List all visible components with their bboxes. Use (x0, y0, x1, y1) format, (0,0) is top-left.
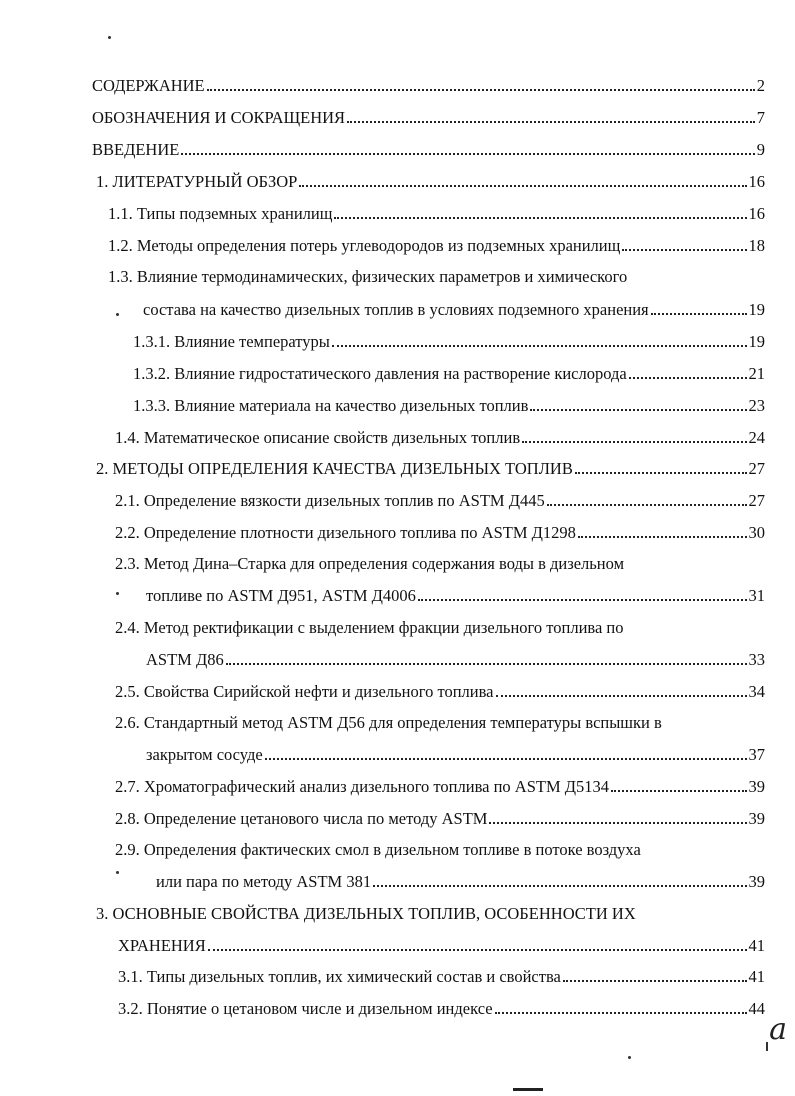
toc-entry[interactable] (92, 72, 765, 96)
toc-entry-page: 21 (748, 364, 765, 383)
toc-entry-title: 1.3.1. Влияние температуры (133, 332, 330, 351)
toc-entry[interactable] (96, 900, 636, 924)
toc-entry-page: 24 (748, 428, 765, 447)
toc-entry-page: 30 (748, 523, 765, 542)
toc-entry[interactable] (118, 963, 765, 987)
toc-entry[interactable] (146, 741, 765, 765)
toc-entry[interactable] (92, 136, 765, 160)
toc-entry-title: 1.3. Влияние термодинамических, физических параметров и химического (108, 267, 628, 286)
toc-entry-page: 39 (748, 809, 765, 828)
toc-entry-title: СОДЕРЖАНИЕ (92, 76, 205, 95)
dot-leader (208, 948, 747, 951)
toc-entry-page: 41 (748, 967, 765, 986)
dot-leader (651, 312, 747, 315)
toc-entry-title: 2.7. Хроматографический анализ дизельного топлива по ASTM Д5134 (115, 777, 610, 796)
toc-entry-page: 16 (748, 172, 765, 191)
toc-entry-title: 2.1. Определение вязкости дизельных топлив по ASTM Д445 (115, 491, 545, 510)
toc-entry-title: 3. ОСНОВНЫЕ СВОЙСТВА ДИЗЕЛЬНЫХ ТОПЛИВ, ОСОБЕННОСТИ ИХ (96, 904, 636, 923)
toc-entry[interactable] (92, 104, 765, 128)
toc-entry[interactable] (156, 868, 765, 892)
dot-leader (489, 821, 746, 824)
toc-entry[interactable] (115, 773, 765, 797)
toc-entry[interactable] (115, 519, 765, 543)
margin-tick (766, 1042, 768, 1051)
toc-entry-title: 2. МЕТОДЫ ОПРЕДЕЛЕНИЯ КАЧЕСТВА ДИЗЕЛЬНЫХ ТОПЛИВ (96, 459, 573, 478)
toc-entry-title: 1. ЛИТЕРАТУРНЫЙ ОБЗОР (96, 172, 298, 191)
toc-entry-page: 33 (748, 650, 765, 669)
toc-entry-page: 7 (756, 108, 765, 127)
toc-entry-title: состава на качество дизельных топлив в условиях подземного хранения (143, 300, 649, 319)
toc-entry-title: 1.1. Типы подземных хранилищ (108, 204, 333, 223)
toc-entry-title: или пара по методу ASTM 381 (156, 872, 372, 891)
scan-speck (108, 36, 111, 39)
toc-entry-title: 2.2. Определение плотности дизельного топлива по ASTM Д1298 (115, 523, 576, 542)
dot-leader (265, 757, 747, 760)
toc-entry-page: 39 (748, 872, 765, 891)
toc-entry[interactable] (115, 805, 765, 829)
toc-entry[interactable] (115, 678, 765, 702)
toc-entry[interactable] (115, 487, 765, 511)
toc-entry[interactable] (118, 995, 765, 1019)
toc-entry[interactable] (96, 455, 765, 479)
toc-entry-title: 3.2. Понятие о цетановом числе и дизельном индексе (118, 999, 493, 1018)
dot-leader (522, 440, 746, 443)
dot-leader (334, 216, 746, 219)
toc-entry-title: 2.9. Определения фактических смол в дизельном топливе в потоке воздуха (115, 840, 641, 859)
dot-leader (563, 979, 747, 982)
toc-entry-title: 2.8. Определение цетанового числа по методу ASTM (115, 809, 488, 828)
toc-entry[interactable] (96, 168, 765, 192)
dot-leader (496, 694, 747, 697)
dot-leader (530, 408, 746, 411)
dot-leader (622, 248, 746, 251)
toc-entry[interactable] (146, 646, 765, 670)
dot-leader (373, 884, 746, 887)
toc-entry-title: 1.3.3. Влияние материала на качество дизельных топлив (133, 396, 529, 415)
toc-entry-page: 2 (756, 76, 765, 95)
toc-entry-title: ХРАНЕНИЯ (118, 936, 206, 955)
toc-entry-page: 41 (748, 936, 765, 955)
toc-entry-page: 16 (748, 204, 765, 223)
toc-entry[interactable] (108, 232, 765, 256)
toc-entry[interactable] (133, 360, 765, 384)
toc-entry[interactable] (108, 263, 627, 287)
dot-leader (347, 120, 755, 123)
toc-entry-page: 23 (748, 396, 765, 415)
toc-entry[interactable] (108, 200, 765, 224)
toc-entry[interactable] (115, 709, 662, 733)
toc-entry-title: 2.6. Стандартный метод ASTM Д56 для определения температуры вспышки в (115, 713, 662, 732)
dot-leader (611, 789, 746, 792)
toc-entry[interactable] (115, 550, 624, 574)
handwritten-margin-mark: a (769, 1012, 787, 1047)
toc-entry[interactable] (115, 614, 624, 638)
toc-entry-page: 18 (748, 236, 765, 255)
toc-entry[interactable] (133, 392, 765, 416)
scan-speck (628, 1056, 631, 1059)
toc-entry-page: 31 (748, 586, 765, 605)
toc-entry-page: 37 (748, 745, 765, 764)
toc-entry-title: 2.4. Метод ректификации с выделением фракции дизельного топлива по (115, 618, 624, 637)
toc-entry[interactable] (115, 424, 765, 448)
dot-leader (207, 88, 755, 91)
toc-entry-title: 2.5. Свойства Сирийской нефти и дизельного топлива (115, 682, 494, 701)
toc-entry[interactable] (143, 296, 765, 320)
toc-entry-page: 19 (748, 332, 765, 351)
toc-entry-page: 27 (748, 459, 765, 478)
toc-entry-page: 39 (748, 777, 765, 796)
dot-leader (629, 376, 747, 379)
toc-entry-page: 34 (748, 682, 765, 701)
toc-entry[interactable] (115, 836, 641, 860)
toc-entry[interactable] (146, 582, 765, 606)
dot-leader (547, 503, 747, 506)
dot-leader (299, 184, 746, 187)
toc-entry-title: 1.3.2. Влияние гидростатического давления на растворение кислорода (133, 364, 627, 383)
toc-entry[interactable] (133, 328, 765, 352)
toc-entry-page: 19 (748, 300, 765, 319)
dot-leader (575, 471, 747, 474)
toc-entry-title: ВВЕДЕНИЕ (92, 140, 180, 159)
dot-leader (226, 662, 747, 665)
toc-entry-title: 1.2. Методы определения потерь углеводородов из подземных хранилищ (108, 236, 621, 255)
toc-entry-title: топливе по ASTM Д951, ASTM Д4006 (146, 586, 416, 605)
toc-entry-title: ОБОЗНАЧЕНИЯ И СОКРАЩЕНИЯ (92, 108, 346, 127)
dot-leader (495, 1011, 747, 1014)
scan-speck (116, 871, 119, 874)
dot-leader (578, 535, 747, 538)
toc-entry-title: ASTM Д86 (146, 650, 224, 669)
dot-leader (181, 152, 754, 155)
toc-entry-page: 44 (748, 999, 765, 1018)
toc-entry[interactable] (118, 932, 765, 956)
scan-speck (116, 592, 119, 595)
scan-speck (116, 313, 119, 316)
toc-entry-title: 1.4. Математическое описание свойств дизельных топлив (115, 428, 521, 447)
toc-entry-title: 3.1. Типы дизельных топлив, их химический состав и свойства (118, 967, 561, 986)
dot-leader (332, 344, 747, 347)
toc-entry-page: 27 (748, 491, 765, 510)
toc-entry-page: 9 (756, 140, 765, 159)
dot-leader (418, 598, 747, 601)
toc-entry-title: закрытом сосуде (146, 745, 263, 764)
page-number-stub (513, 1088, 543, 1091)
toc-entry-title: 2.3. Метод Дина–Старка для определения содержания воды в дизельном (115, 554, 625, 573)
